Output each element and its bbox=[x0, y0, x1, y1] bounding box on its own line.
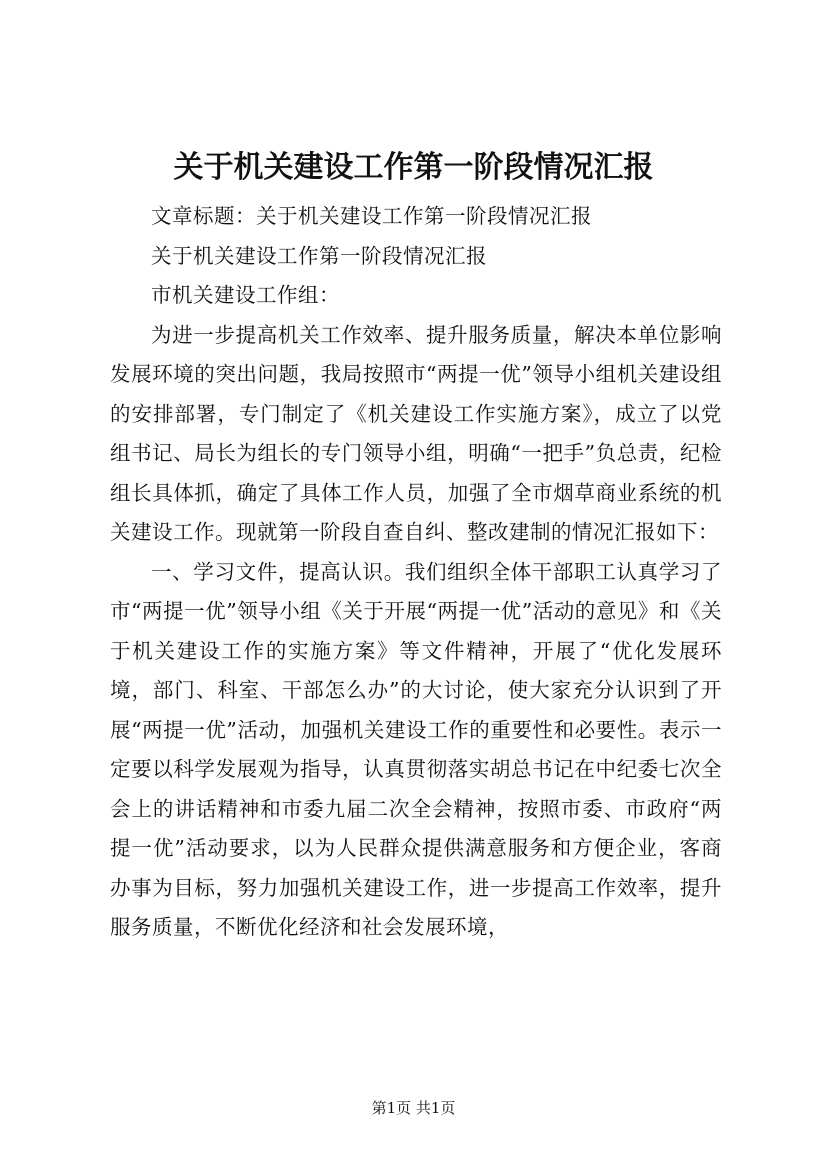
page-number-label: 第1页 共1页 bbox=[371, 1099, 456, 1117]
section-one-paragraph: 一、学习文件，提高认识。我们组织全体干部职工认真学习了市“两提一优”领导小组《关于开展“两提一优”活动的意见》和《关于机关建设工作的实施方案》等文件精神，开展了“优化发展环境，部门、科室、干部怎么办”的大讨论，使大家充分认识到了开展“两提一优”活动，加强机关建设工作的重要性和必要性。表示一定要以科学发展观为指导，认真贯彻落实胡总书记在中纪委七次全会上的讲话精神和市委九届二次全会精神，按照市委、市政府“两提一优”活动要求，以为人民群众提供满意服务和方便企业，客商办事为目标，努力加强机关建设工作，进一步提高工作效率，提升服务质量，不断优化经济和社会发展环境， bbox=[110, 559, 722, 939]
document-body bbox=[110, 197, 722, 948]
document-title: 关于机关建设工作第一阶段情况汇报 bbox=[173, 150, 654, 185]
page-footer bbox=[0, 1098, 827, 1118]
report-heading-line: 关于机关建设工作第一阶段情况汇报 bbox=[151, 243, 487, 268]
recipient-line: 市机关建设工作组： bbox=[151, 283, 340, 307]
article-title-line: 文章标题：关于机关建设工作第一阶段情况汇报 bbox=[151, 204, 592, 228]
intro-paragraph: 为进一步提高机关工作效率、提升服务质量，解决本单位影响发展环境的突出问题，我局按照市“两提一优”领导小组机关建设组的安排部署，专门制定了《机关建设工作实施方案》，成立了以党组书记、局长为组长的专门领导小组，明确“一把手”负总责，纪检组长具体抓，确定了具体工作人员，加强了全市烟草商业系统的机关建设工作。现就第一阶段自查自纠、整改建制的情况汇报如下： bbox=[110, 322, 722, 544]
